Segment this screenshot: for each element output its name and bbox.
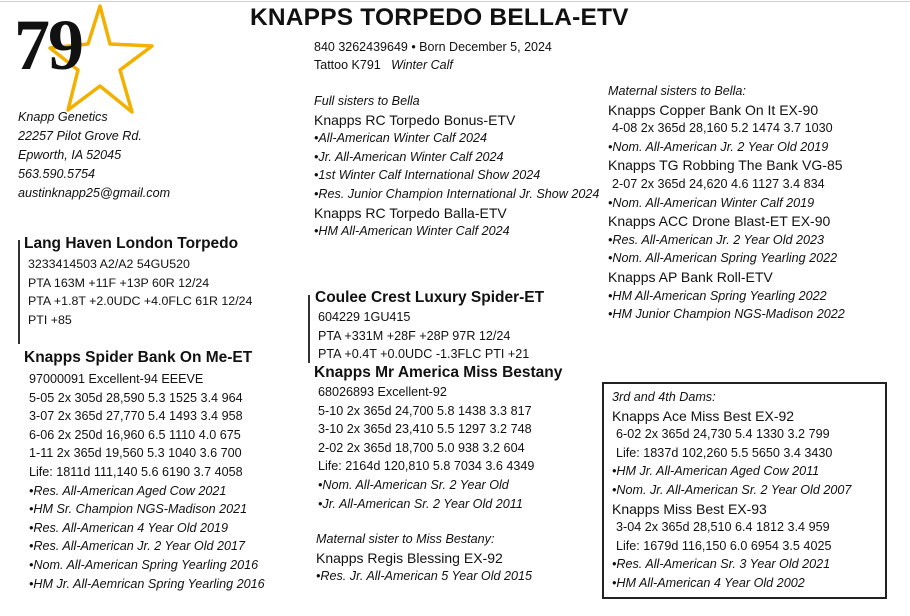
contact-email: austinknapp25@gmail.com <box>18 186 171 200</box>
contact-city: Epworth, IA 52045 <box>18 148 122 162</box>
dam-record-3: 6-06 2x 250d 16,960 6.5 1110 4.0 675 <box>29 427 241 442</box>
granddam-info <box>318 383 534 513</box>
granddam-record-3: 2-02 2x 365d 18,700 5.0 938 3.2 604 <box>318 440 525 455</box>
grandsire-info <box>318 308 529 364</box>
dam-name: Knapps Spider Bank On Me-ET <box>24 349 253 366</box>
dam-honor: •HM Sr. Champion NGS-Madison 2021 <box>29 502 248 517</box>
contact-phone: 563.590.5754 <box>18 167 96 181</box>
maternal-sister-name: Knapps TG Robbing The Bank VG-85 <box>608 157 843 174</box>
grandsire-pta-2: PTA +0.4T +0.0UDC -1.3FLC PTI +21 <box>318 347 530 362</box>
third-dam-honor: •Nom. Jr. All-American Sr. 2 Year Old 2007 <box>612 482 852 497</box>
full-sister-honor: •Res. Junior Champion International Jr. Show 2024 <box>314 186 600 201</box>
granddam-record-1: 5-10 2x 365d 24,700 5.8 1438 3.3 817 <box>318 403 532 418</box>
grandsire-pta-1: PTA +331M +28F +28P 97R 12/24 <box>318 328 511 343</box>
full-sister-name: Knapps RC Torpedo Bonus-ETV <box>314 111 516 128</box>
contact-street: 22257 Pilot Grove Rd. <box>18 129 142 143</box>
full-sister-honor: •HM All-American Winter Calf 2024 <box>314 224 510 239</box>
sire-pta-2: PTA +1.8T +2.0UDC +4.0FLC 61R 12/24 <box>28 294 253 309</box>
full-sister-honor: •All-American Winter Calf 2024 <box>314 131 487 146</box>
bestany-sister-honor: •Res. Jr. All-American 5 Year Old 2015 <box>316 569 533 584</box>
granddam-honor: •Jr. All-American Sr. 2 Year Old 2011 <box>318 496 523 511</box>
dam-honor: •Res. All-American Jr. 2 Year Old 2017 <box>29 539 246 554</box>
granddam-reg: 68026893 Excellent-92 <box>318 385 447 399</box>
fourth-dam-name: Knapps Miss Best EX-93 <box>612 500 767 517</box>
maternal-sister-honor: •HM Junior Champion NGS-Madison 2022 <box>608 307 845 322</box>
dam-honor: •HM Jr. All-Aemrican Spring Yearling 2016 <box>29 576 265 591</box>
full-sister-honor: •Jr. All-American Winter Calf 2024 <box>314 149 504 164</box>
maternal-sister-record: 4-08 2x 365d 28,160 5.2 1474 3.7 1030 <box>612 121 833 136</box>
grandsire-reg: 604229 1GU415 <box>318 310 411 324</box>
bestany-sister-heading: Maternal sister to Miss Bestany: <box>316 532 495 546</box>
maternal-sister-honor: •Nom. All-American Spring Yearling 2022 <box>608 251 838 266</box>
animal-id-line: 840 3262439649 • Born December 5, 2024 <box>314 40 552 54</box>
maternal-sister-name: Knapps Copper Bank On It EX-90 <box>608 101 819 118</box>
fourth-dam-honor: •Res. All-American Sr. 3 Year Old 2021 <box>612 557 831 572</box>
maternal-sisters-heading: Maternal sisters to Bella: <box>608 84 746 98</box>
dam-honor: •Res. All-American 4 Year Old 2019 <box>29 520 229 535</box>
dam-honor: •Nom. All-American Spring Yearling 2016 <box>29 557 259 572</box>
dam-honor: •Res. All-American Aged Cow 2021 <box>29 483 227 498</box>
granddam-life: Life: 2164d 120,810 5.8 7034 3.6 4349 <box>318 459 535 474</box>
dam-reg: 97000091 Excellent-94 EEEVE <box>29 372 204 386</box>
full-sister-honor: •1st Winter Calf International Show 2024 <box>314 168 541 183</box>
granddam-honor: •Nom. All-American Sr. 2 Year Old <box>318 477 509 492</box>
maternal-sister-honor: •HM All-American Spring Yearling 2022 <box>608 288 827 303</box>
fourth-dam-record: 3-04 2x 365d 28,510 6.4 1812 3.4 959 <box>616 520 830 535</box>
lot-number: 79 <box>14 5 82 85</box>
third-dam-name: Knapps Ace Miss Best EX-92 <box>612 407 795 424</box>
dam-life: Life: 1811d 111,140 5.6 6190 3.7 4058 <box>29 464 243 479</box>
dam-info <box>29 370 265 593</box>
sire-bracket <box>18 240 20 344</box>
maternal-sister-honor: •Res. All-American Jr. 2 Year Old 2023 <box>608 232 825 247</box>
bestany-sister <box>316 530 532 586</box>
maternal-sister-honor: •Nom. All-American Jr. 2 Year Old 2019 <box>608 139 829 154</box>
maternal-sister-honor: •Nom. All-American Winter Calf 2019 <box>608 195 815 210</box>
dam-record-2: 3-07 2x 365d 27,770 5.4 1493 3.4 958 <box>29 409 243 424</box>
grandsire-name: Coulee Crest Luxury Spider-ET <box>315 289 545 306</box>
maternal-sister-name: Knapps ACC Drone Blast-ET EX-90 <box>608 213 831 230</box>
contact-farm: Knapp Genetics <box>18 110 108 124</box>
sire-reg: 3233414503 A2/A2 54GU520 <box>28 257 190 271</box>
third-fourth-dams <box>612 388 851 593</box>
maternal-sister-record: 2-07 2x 365d 24,620 4.6 1127 3.4 834 <box>612 176 825 191</box>
third-dam-record: 6-02 2x 365d 24,730 5.4 1330 3.2 799 <box>616 427 830 442</box>
maternal-sisters <box>608 82 845 324</box>
grandsire-bracket <box>308 295 310 363</box>
granddam-record-2: 3-10 2x 365d 23,410 5.5 1297 3.2 748 <box>318 422 532 437</box>
fourth-dam-honor: •HM All-American 4 Year Old 2002 <box>612 575 805 590</box>
sire-pti: PTI +85 <box>28 312 72 327</box>
contact-block <box>18 108 170 203</box>
dam-record-4: 1-11 2x 365d 19,560 5.3 1040 3.6 700 <box>29 446 242 461</box>
third-dam-life: Life: 1837d 102,260 5.5 5650 3.4 3430 <box>616 445 833 460</box>
third-dam-honor: •HM Jr. All-American Aged Cow 2011 <box>612 464 820 479</box>
sire-name: Lang Haven London Torpedo <box>24 235 239 252</box>
fourth-dam-life: Life: 1679d 116,150 6.0 6954 3.5 4025 <box>616 538 832 553</box>
granddam-name: Knapps Mr America Miss Bestany <box>314 364 563 381</box>
animal-tattoo-line <box>314 58 453 72</box>
tattoo: Tattoo K791 <box>314 58 381 72</box>
full-sisters-heading: Full sisters to Bella <box>314 94 420 108</box>
dams-heading: 3rd and 4th Dams: <box>612 390 716 404</box>
sire-info <box>28 255 252 329</box>
animal-class: Winter Calf <box>391 58 453 72</box>
dam-record-1: 5-05 2x 305d 28,590 5.3 1525 3.4 964 <box>29 390 243 405</box>
full-sister-name: Knapps RC Torpedo Balla-ETV <box>314 204 507 221</box>
maternal-sister-name: Knapps AP Bank Roll-ETV <box>608 268 773 285</box>
full-sisters <box>314 92 599 241</box>
sire-pta-1: PTA 163M +11F +13P 60R 12/24 <box>28 275 210 290</box>
animal-name: KNAPPS TORPEDO BELLA-ETV <box>250 4 629 31</box>
bestany-sister-name: Knapps Regis Blessing EX-92 <box>316 549 503 566</box>
